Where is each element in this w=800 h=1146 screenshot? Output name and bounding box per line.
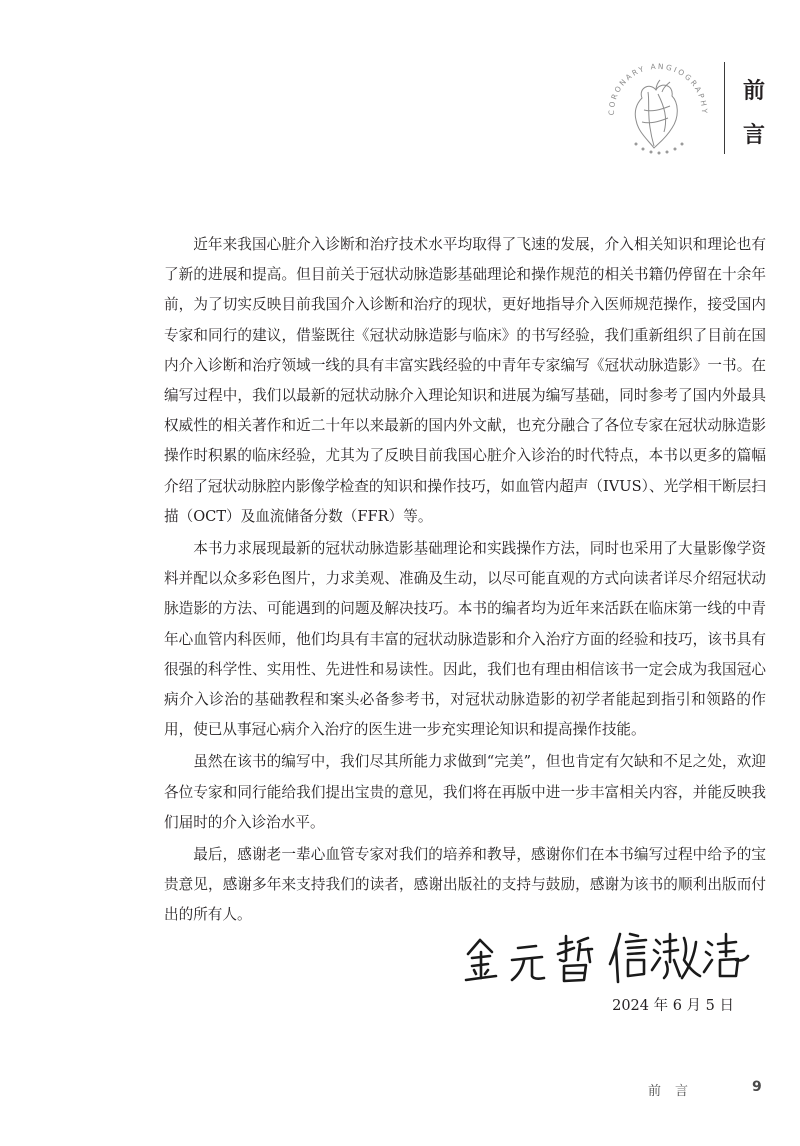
coronary-angiography-emblem: [598, 52, 718, 172]
page-number: 9: [752, 1079, 762, 1095]
paragraph: 本书力求展现最新的冠状动脉造影基础理论和实践操作方法，同时也采用了大量影像学资料并配以众多彩色图片，力求美观、准确及生动，以尽可能直观的方式向读者详尽介绍冠状动脉造影的方法、可能遇到的问题及解决技巧。本书的编者均为近年来活跃在临床第一线的中青年心血管内科医师，他们均具有丰富的冠状动脉造影和介入治疗方面的经验和技巧，该书具有很强的科学性、实用性、先进性和易读性。因此，我们也有理由相信该书一定会成为我国冠心病介入诊治的基础教程和案头必备参考书，对冠状动脉造影的初学者能起到指引和领路的作用，使已从事冠心病介入治疗的医生进一步充实理论知识和提高操作技能。: [164, 540, 766, 739]
footer-section-label: 前言: [648, 1084, 703, 1099]
header-divider: [724, 62, 725, 154]
date: 2024 年 6 月 5 日: [612, 998, 734, 1014]
page-title-char: 言: [742, 123, 765, 148]
paragraph: 近年来我国心脏介入诊断和治疗技术水平均取得了飞速的发展，介入相关知识和理论也有了新的进展和提高。但目前关于冠状动脉造影基础理论和操作规范的相关书籍仍停留在十余年前，为了切实反映目前我国介入诊断和治疗的现状，更好地指导介入医师规范操作，接受国内专家和同行的建议，借鉴既往《冠状动脉造影与临床》的书写经验，我们重新组织了目前在国内介入诊断和治疗领域一线的具有丰富实践经验的中青年专家编写《冠状动脉造影》一书。在编写过程中，我们以最新的冠状动脉介入理论知识和进展为编写基础，同时参考了国内外最具权威性的相关著作和近二十年以来最新的国内外文献，也充分融合了各位专家在冠状动脉造影操作时积累的临床经验，尤其为了反映目前我国心脏介入诊治的时代特点，本书以更多的篇幅介绍了冠状动脉腔内影像学检查的知识和操作技巧，如血管内超声（IVUS）、光学相干断层扫描（OCT）及血流储备分数（FFR）等。: [164, 236, 766, 525]
svg-text:CORONARY ANGIOGRAPHY: CORONARY ANGIOGRAPHY: [606, 61, 710, 116]
paragraph: 最后，感谢老一辈心血管专家对我们的培养和教导，感谢你们在本书编写过程中给予的宝贵意见，感谢多年来支持我们的读者，感谢出版社的支持与鼓励，感谢为该书的顺利出版而付出的所有人。: [164, 846, 766, 924]
handwritten-signature: [460, 920, 750, 990]
paragraph: 虽然在该书的编写中，我们尽其所能力求做到“完美”，但也肯定有欠缺和不足之处，欢迎各位专家和同行能给我们提出宝贵的意见，我们将在再版中进一步丰富相关内容，并能反映我们届时的介入诊治水平。: [164, 753, 766, 831]
preface-body: [164, 230, 766, 933]
page-title: [740, 70, 768, 158]
page-title-char: 前: [742, 79, 765, 104]
heart-icon: [598, 52, 718, 172]
